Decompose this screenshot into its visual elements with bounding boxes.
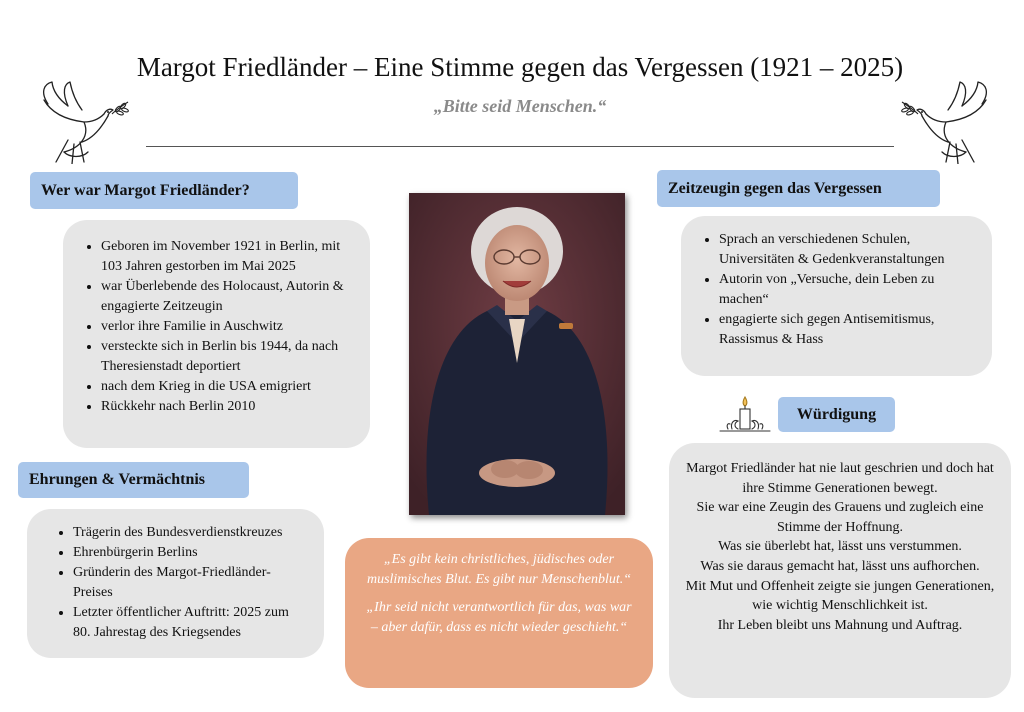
tribute-line: Was sie überlebt hat, lässt uns verstummen. (718, 539, 962, 555)
page-subtitle-quote: „Bitte seid Menschen.“ (433, 96, 607, 116)
quote-2: „Ihr seid nicht verantwortlich für das, was war – aber dafür, dass es nicht wieder geschieht.“ (366, 600, 632, 635)
candle-icon (718, 393, 772, 437)
quote-1: „Es gibt kein christliches, jüdisches oder muslimisches Blut. Es gibt nur Menschenblut.“ (366, 552, 632, 587)
list-item: • nach dem Krieg in die USA emigriert (101, 377, 356, 397)
dove-left-icon (38, 80, 130, 164)
list-item: • Geboren im November 1921 in Berlin, mit 103 Jahren gestorben im Mai 2025 (101, 237, 356, 277)
tribute-line: Mit Mut und Offenheit zeigte sie jungen Generationen, wie wichtig Menschlichkeit ist. (685, 578, 995, 614)
tribute-card (669, 443, 1011, 698)
who-card (63, 220, 370, 448)
list-item: • war Überlebende des Holocaust, Autorin & engagierte Zeitzeugin (101, 277, 356, 317)
page-title: Margot Friedländer – Eine Stimme gegen das Vergessen (1921 – 2025) (136, 52, 904, 82)
tribute-line: Margot Friedländer hat nie laut geschrien und doch hat ihre Stimme Generationen bewegt. (686, 461, 994, 496)
list-item: • verlor ihre Familie in Auschwitz (101, 317, 356, 337)
list-item: • Sprach an verschiedenen Schulen, Universitäten & Gedenkveranstaltungen (719, 230, 978, 270)
list-item: • Letzter öffentlicher Auftritt: 2025 zum 80. Jahrestag des Kriegsendes (73, 603, 306, 643)
tribute-label: Würdigung (778, 397, 895, 432)
witness-label: Zeitzeugin gegen das Vergessen (657, 170, 940, 207)
list-item: • Gründerin des Margot-Friedländer-Preises (73, 563, 306, 603)
quotes-card (345, 538, 653, 688)
list-item: • Ehrenbürgerin Berlins (73, 543, 306, 563)
list-item: • engagierte sich gegen Antisemitismus, Rassismus & Hass (719, 310, 978, 350)
honors-label: Ehrungen & Vermächtnis (18, 462, 249, 498)
portrait-photo (409, 193, 625, 515)
list-item: • versteckte sich in Berlin bis 1944, da nach Theresienstadt deportiert (101, 337, 356, 377)
tribute-line: Ihr Leben bleibt uns Mahnung und Auftrag. (717, 617, 963, 633)
title-divider (146, 146, 894, 147)
tribute-line: Was sie daraus gemacht hat, lässt uns aufhorchen. (700, 558, 980, 574)
who-label: Wer war Margot Friedländer? (30, 172, 298, 209)
honors-card (27, 509, 324, 658)
list-item: • Rückkehr nach Berlin 2010 (101, 397, 356, 417)
list-item: • Autorin von „Versuche, dein Leben zu machen“ (719, 270, 978, 310)
tribute-line: Sie war eine Zeugin des Grauens und zugleich eine Stimme der Hoffnung. (696, 500, 984, 535)
dove-right-icon (900, 80, 992, 164)
witness-card (681, 216, 992, 376)
list-item: • Trägerin des Bundesverdienstkreuzes (73, 523, 306, 543)
